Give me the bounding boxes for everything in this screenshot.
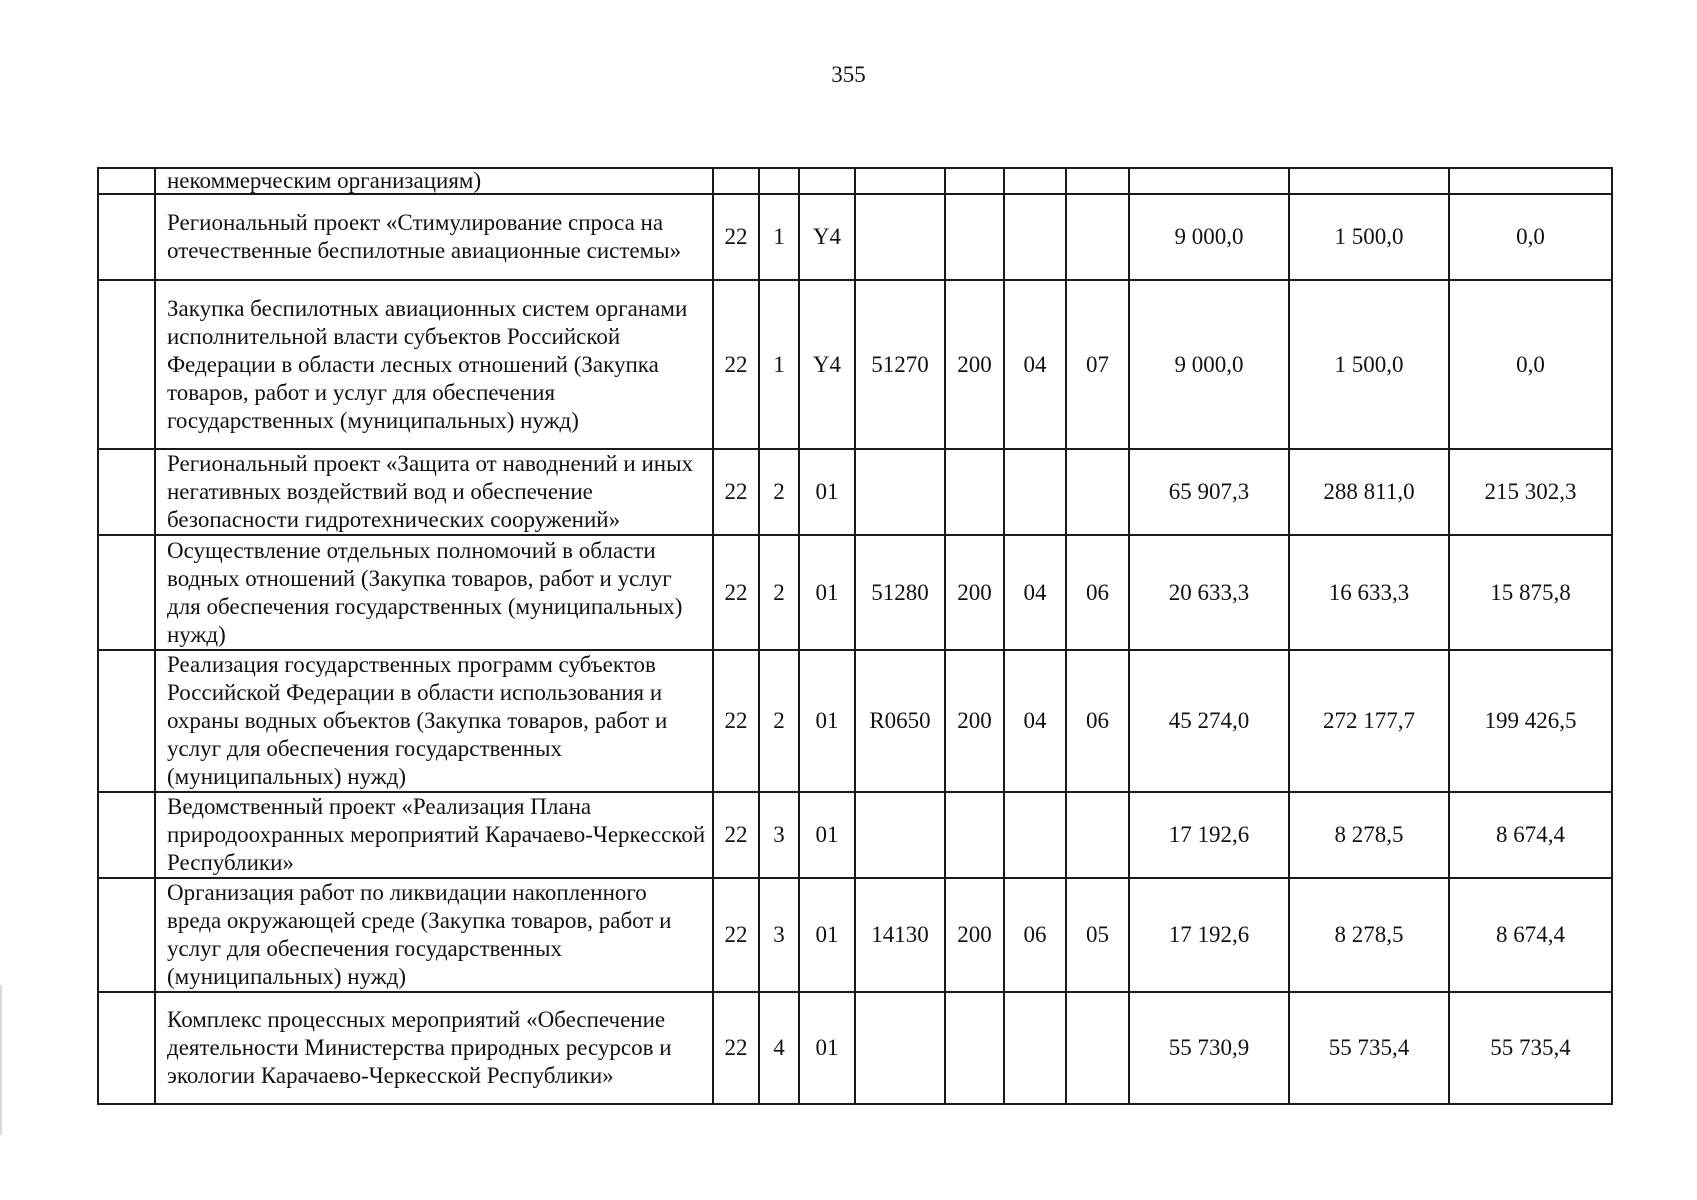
row-number-cell [98, 878, 155, 992]
amount-year3-cell: 8 674,4 [1449, 878, 1612, 992]
row-number-cell [98, 194, 155, 280]
item-name-cell: некоммерческим организациям) [155, 168, 713, 194]
expense-type-cell [945, 194, 1004, 280]
subprogram-code-cell: 2 [759, 535, 799, 650]
subsection-code-cell [1066, 449, 1129, 535]
table-row [98, 650, 1612, 792]
table-row [98, 194, 1612, 280]
expense-type-cell [945, 449, 1004, 535]
item-name-cell: Ведомственный проект «Реализация Плана природоохранных мероприятий Карачаево-Черкесской Республики» [155, 792, 713, 878]
item-name-cell: Реализация государственных программ субъектов Российской Федерации в области использования и охраны водных объектов (Закупка товаров, работ и услуг для обеспечения государственных (муниципальных) нужд) [155, 650, 713, 792]
page-number: 355 [831, 62, 866, 87]
amount-year2-cell: 55 735,4 [1289, 992, 1449, 1104]
subsection-code-cell [1066, 168, 1129, 194]
section-code-cell: 04 [1004, 650, 1066, 792]
section-code-cell [1004, 992, 1066, 1104]
item-name-cell: Региональный проект «Стимулирование спроса на отечественные беспилотные авиационные системы» [155, 194, 713, 280]
budget-table [97, 167, 1613, 1105]
item-name-cell: Комплекс процессных мероприятий «Обеспечение деятельности Министерства природных ресурсов и экологии Карачаево-Черкесской Республики» [155, 992, 713, 1104]
row-number-cell [98, 992, 155, 1104]
project-code-cell [799, 168, 855, 194]
program-code-cell: 22 [713, 449, 759, 535]
subsection-code-cell [1066, 194, 1129, 280]
subprogram-code-cell: 3 [759, 792, 799, 878]
amount-year3-cell: 55 735,4 [1449, 992, 1612, 1104]
program-code-cell [713, 168, 759, 194]
subsection-code-cell: 07 [1066, 280, 1129, 449]
amount-year1-cell: 45 274,0 [1129, 650, 1289, 792]
table-row [98, 792, 1612, 878]
project-code-cell: 01 [799, 650, 855, 792]
program-code-cell: 22 [713, 992, 759, 1104]
project-code-cell: 01 [799, 878, 855, 992]
row-number-cell [98, 449, 155, 535]
program-code-cell: 22 [713, 650, 759, 792]
direction-code-cell [855, 168, 945, 194]
program-code-cell: 22 [713, 194, 759, 280]
section-code-cell [1004, 168, 1066, 194]
subsection-code-cell: 05 [1066, 878, 1129, 992]
item-name-cell: Закупка беспилотных авиационных систем органами исполнительной власти субъектов Российской Федерации в области лесных отношений (Закупка товаров, работ и услуг для обеспечения государственных (муниципальных) нужд) [155, 280, 713, 449]
program-code-cell: 22 [713, 280, 759, 449]
row-number-cell [98, 792, 155, 878]
amount-year2-cell: 272 177,7 [1289, 650, 1449, 792]
direction-code-cell [855, 449, 945, 535]
scan-edge-mark [0, 985, 2, 1135]
direction-code-cell [855, 194, 945, 280]
amount-year3-cell: 0,0 [1449, 194, 1612, 280]
amount-year1-cell: 9 000,0 [1129, 194, 1289, 280]
subsection-code-cell: 06 [1066, 535, 1129, 650]
amount-year1-cell: 9 000,0 [1129, 280, 1289, 449]
direction-code-cell: 51280 [855, 535, 945, 650]
item-name-cell: Организация работ по ликвидации накопленного вреда окружающей среде (Закупка товаров, работ и услуг для обеспечения государственных (муниципальных) нужд) [155, 878, 713, 992]
item-name-cell: Осуществление отдельных полномочий в области водных отношений (Закупка товаров, работ и услуг для обеспечения государственных (муниципальных) нужд) [155, 535, 713, 650]
table-row [98, 280, 1612, 449]
amount-year1-cell: 17 192,6 [1129, 792, 1289, 878]
amount-year2-cell: 1 500,0 [1289, 280, 1449, 449]
amount-year3-cell: 0,0 [1449, 280, 1612, 449]
direction-code-cell: R0650 [855, 650, 945, 792]
amount-year2-cell: 288 811,0 [1289, 449, 1449, 535]
amount-year2-cell [1289, 168, 1449, 194]
direction-code-cell [855, 792, 945, 878]
expense-type-cell [945, 792, 1004, 878]
amount-year3-cell [1449, 168, 1612, 194]
subprogram-code-cell: 1 [759, 194, 799, 280]
table-row [98, 168, 1612, 194]
expense-type-cell [945, 992, 1004, 1104]
section-code-cell: 04 [1004, 280, 1066, 449]
subprogram-code-cell: 2 [759, 650, 799, 792]
amount-year1-cell: 55 730,9 [1129, 992, 1289, 1104]
project-code-cell: 01 [799, 449, 855, 535]
table-body [98, 168, 1612, 1104]
project-code-cell: Y4 [799, 194, 855, 280]
amount-year3-cell: 215 302,3 [1449, 449, 1612, 535]
subprogram-code-cell: 4 [759, 992, 799, 1104]
row-number-cell [98, 650, 155, 792]
table-row [98, 449, 1612, 535]
table-row [98, 535, 1612, 650]
amount-year2-cell: 8 278,5 [1289, 878, 1449, 992]
section-code-cell [1004, 449, 1066, 535]
amount-year2-cell: 16 633,3 [1289, 535, 1449, 650]
amount-year1-cell: 20 633,3 [1129, 535, 1289, 650]
project-code-cell: 01 [799, 535, 855, 650]
table-row [98, 878, 1612, 992]
subsection-code-cell: 06 [1066, 650, 1129, 792]
row-number-cell [98, 168, 155, 194]
program-code-cell: 22 [713, 792, 759, 878]
amount-year1-cell: 65 907,3 [1129, 449, 1289, 535]
direction-code-cell: 14130 [855, 878, 945, 992]
expense-type-cell: 200 [945, 650, 1004, 792]
row-number-cell [98, 535, 155, 650]
section-code-cell [1004, 194, 1066, 280]
section-code-cell: 04 [1004, 535, 1066, 650]
amount-year2-cell: 1 500,0 [1289, 194, 1449, 280]
subprogram-code-cell: 3 [759, 878, 799, 992]
section-code-cell [1004, 792, 1066, 878]
subprogram-code-cell [759, 168, 799, 194]
direction-code-cell: 51270 [855, 280, 945, 449]
section-code-cell: 06 [1004, 878, 1066, 992]
amount-year1-cell [1129, 168, 1289, 194]
amount-year1-cell: 17 192,6 [1129, 878, 1289, 992]
amount-year3-cell: 15 875,8 [1449, 535, 1612, 650]
amount-year2-cell: 8 278,5 [1289, 792, 1449, 878]
program-code-cell: 22 [713, 535, 759, 650]
item-name-cell: Региональный проект «Защита от наводнений и иных негативных воздействий вод и обеспечение безопасности гидротехнических сооружений» [155, 449, 713, 535]
expense-type-cell: 200 [945, 280, 1004, 449]
amount-year3-cell: 8 674,4 [1449, 792, 1612, 878]
direction-code-cell [855, 992, 945, 1104]
row-number-cell [98, 280, 155, 449]
expense-type-cell: 200 [945, 535, 1004, 650]
expense-type-cell [945, 168, 1004, 194]
project-code-cell: Y4 [799, 280, 855, 449]
subprogram-code-cell: 1 [759, 280, 799, 449]
subprogram-code-cell: 2 [759, 449, 799, 535]
program-code-cell: 22 [713, 878, 759, 992]
subsection-code-cell [1066, 792, 1129, 878]
subsection-code-cell [1066, 992, 1129, 1104]
table-row [98, 992, 1612, 1104]
amount-year3-cell: 199 426,5 [1449, 650, 1612, 792]
expense-type-cell: 200 [945, 878, 1004, 992]
project-code-cell: 01 [799, 792, 855, 878]
project-code-cell: 01 [799, 992, 855, 1104]
